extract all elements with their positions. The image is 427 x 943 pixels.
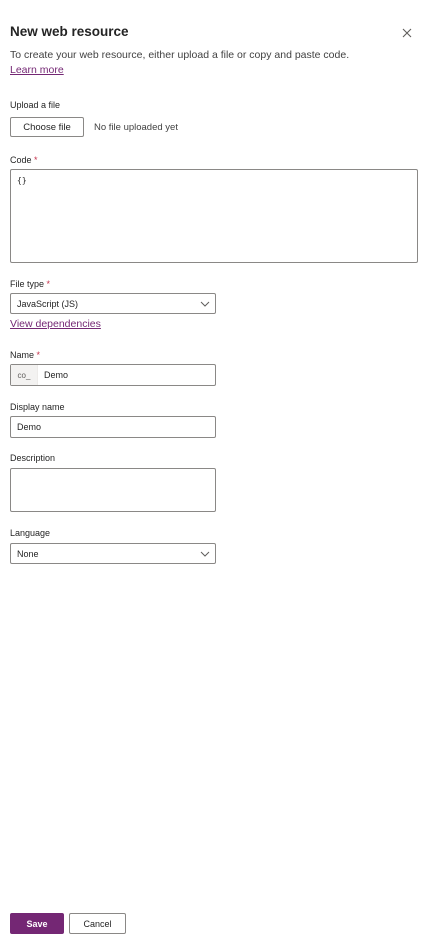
language-label: Language (10, 528, 51, 538)
file-type-dropdown[interactable] (10, 293, 216, 314)
display-name-value: Demo (17, 422, 42, 432)
code-value: {} (17, 176, 27, 185)
intro-text (10, 48, 410, 78)
name-label-text: Name (10, 350, 35, 360)
description-textarea[interactable] (10, 468, 216, 512)
panel-title: New web resource (10, 24, 129, 39)
name-label (10, 350, 40, 360)
description-label: Description (10, 453, 56, 463)
chevron-down-icon (200, 549, 210, 559)
required-mark: * (36, 350, 41, 360)
language-dropdown[interactable] (10, 543, 216, 564)
code-label-text: Code (10, 155, 32, 165)
file-type-label-text: File type (10, 279, 45, 289)
name-value: Demo (44, 370, 69, 380)
file-type-selected: JavaScript (JS) (17, 298, 79, 309)
intro-description: To create your web resource, either upload a file or copy and paste code. (10, 49, 350, 61)
save-button[interactable]: Save (10, 913, 64, 934)
chevron-down-icon (200, 299, 210, 309)
publisher-prefix: co_ (11, 365, 38, 385)
code-label (10, 155, 38, 165)
choose-file-button[interactable]: Choose file (10, 117, 84, 137)
close-button[interactable] (398, 24, 416, 42)
language-selected: None (17, 548, 39, 559)
file-type-label (10, 279, 50, 289)
learn-more-link[interactable]: Learn more (10, 64, 64, 76)
code-editor[interactable] (10, 169, 418, 263)
name-input[interactable] (10, 364, 216, 386)
upload-status: No file uploaded yet (94, 122, 178, 133)
display-name-label: Display name (10, 402, 65, 412)
view-dependencies-link[interactable]: View dependencies (10, 318, 101, 330)
display-name-input[interactable] (10, 416, 216, 438)
cancel-button[interactable]: Cancel (69, 913, 126, 934)
required-mark: * (46, 279, 51, 289)
required-mark: * (34, 155, 38, 165)
upload-file-label: Upload a file (10, 100, 61, 110)
close-icon (398, 24, 416, 42)
